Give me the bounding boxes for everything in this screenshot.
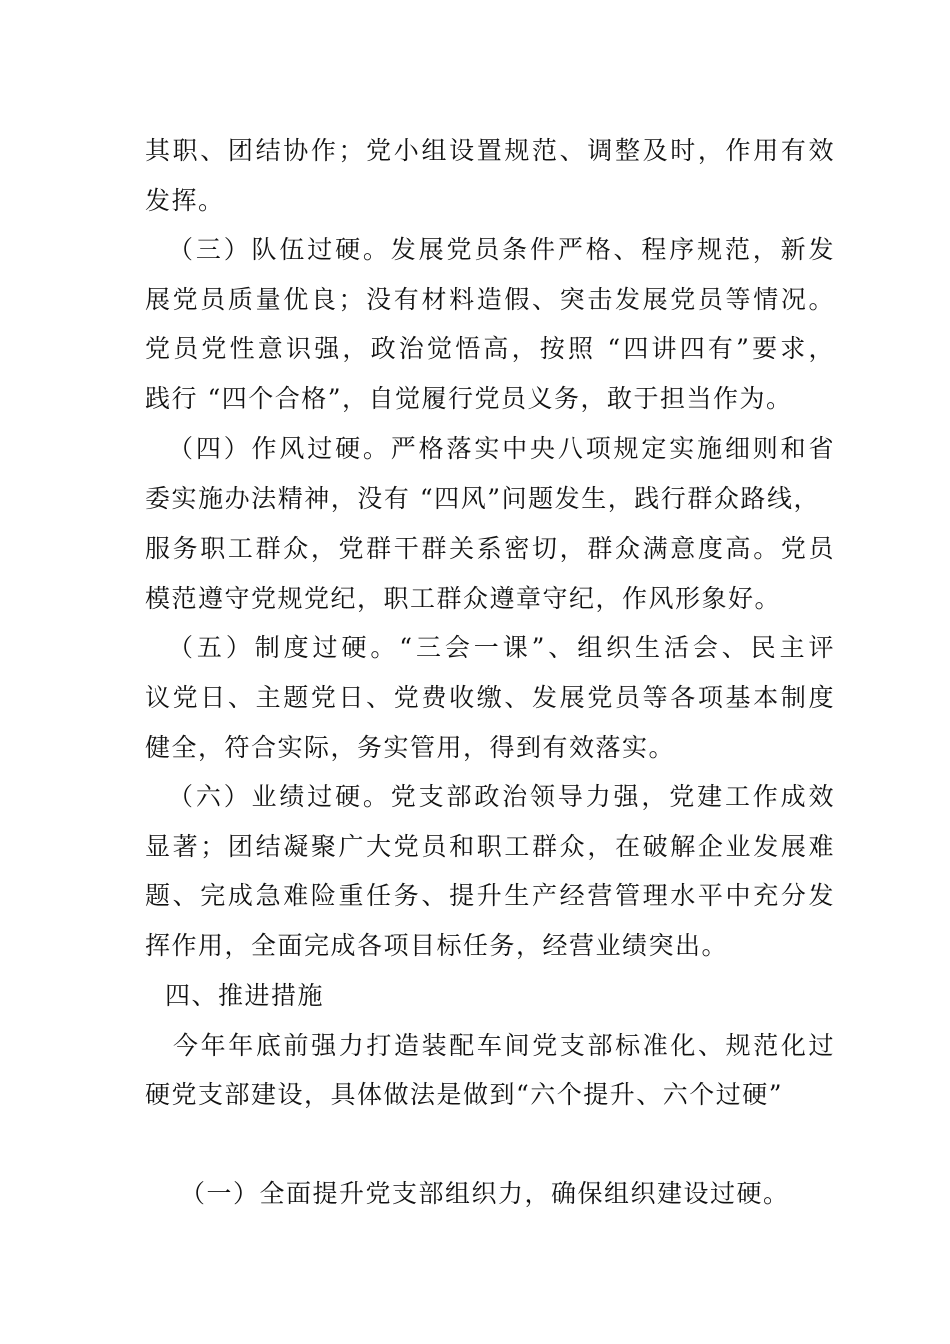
paragraph-line: （三）队伍过硬。发展党员条件严格、程序规范，新发	[168, 235, 835, 264]
paragraph-line: 硬党支部建设，具体做法是做到“六个提升、六个过硬”	[145, 1080, 784, 1109]
paragraph-line: 委实施办法精神，没有 “四风”问题发生，践行群众路线，	[145, 484, 820, 513]
paragraph-line: 服务职工群众，党群干群关系密切，群众满意度高。党员	[145, 534, 835, 563]
paragraph-line: 健全，符合实际，务实管用，得到有效落实。	[145, 733, 676, 762]
paragraph-line: 其职、团结协作；党小组设置规范、调整及时，作用有效	[145, 136, 835, 165]
paragraph-line: （四）作风过硬。严格落实中央八项规定实施细则和省	[168, 434, 835, 463]
paragraph-line: 今年年底前强力打造装配车间党支部标准化、规范化过	[173, 1031, 835, 1060]
paragraph-line: 发挥。	[145, 186, 225, 215]
paragraph-line: 显著；团结凝聚广大党员和职工群众，在破解企业发展难	[145, 832, 835, 861]
paragraph-line: 党员党性意识强，政治觉悟高，按照 “四讲四有”要求，	[145, 334, 835, 363]
paragraph-line: 模范遵守党规党纪，职工群众遵章守纪，作风形象好。	[145, 584, 782, 613]
paragraph-line: （六）业绩过硬。党支部政治领导力强，党建工作成效	[168, 782, 835, 811]
subsection-heading: （一）全面提升党支部组织力，确保组织建设过硬。	[180, 1179, 790, 1208]
paragraph-line: 践行 “四个合格”，自觉履行党员义务，敢于担当作为。	[145, 384, 793, 413]
paragraph-line: 议党日、主题党日、党费收缴、发展党员等各项基本制度	[145, 683, 835, 712]
section-heading: 四、推进措施	[165, 981, 325, 1010]
paragraph-line: 题、完成急难险重任务、提升生产经营管理水平中充分发	[145, 881, 835, 910]
paragraph-line: 挥作用，全面完成各项目标任务，经营业绩突出。	[145, 931, 729, 960]
paragraph-line: 展党员质量优良；没有材料造假、突击发展党员等情况。	[145, 285, 835, 314]
paragraph-line: （五）制度过硬。“三会一课”、组织生活会、民主评	[168, 633, 835, 662]
